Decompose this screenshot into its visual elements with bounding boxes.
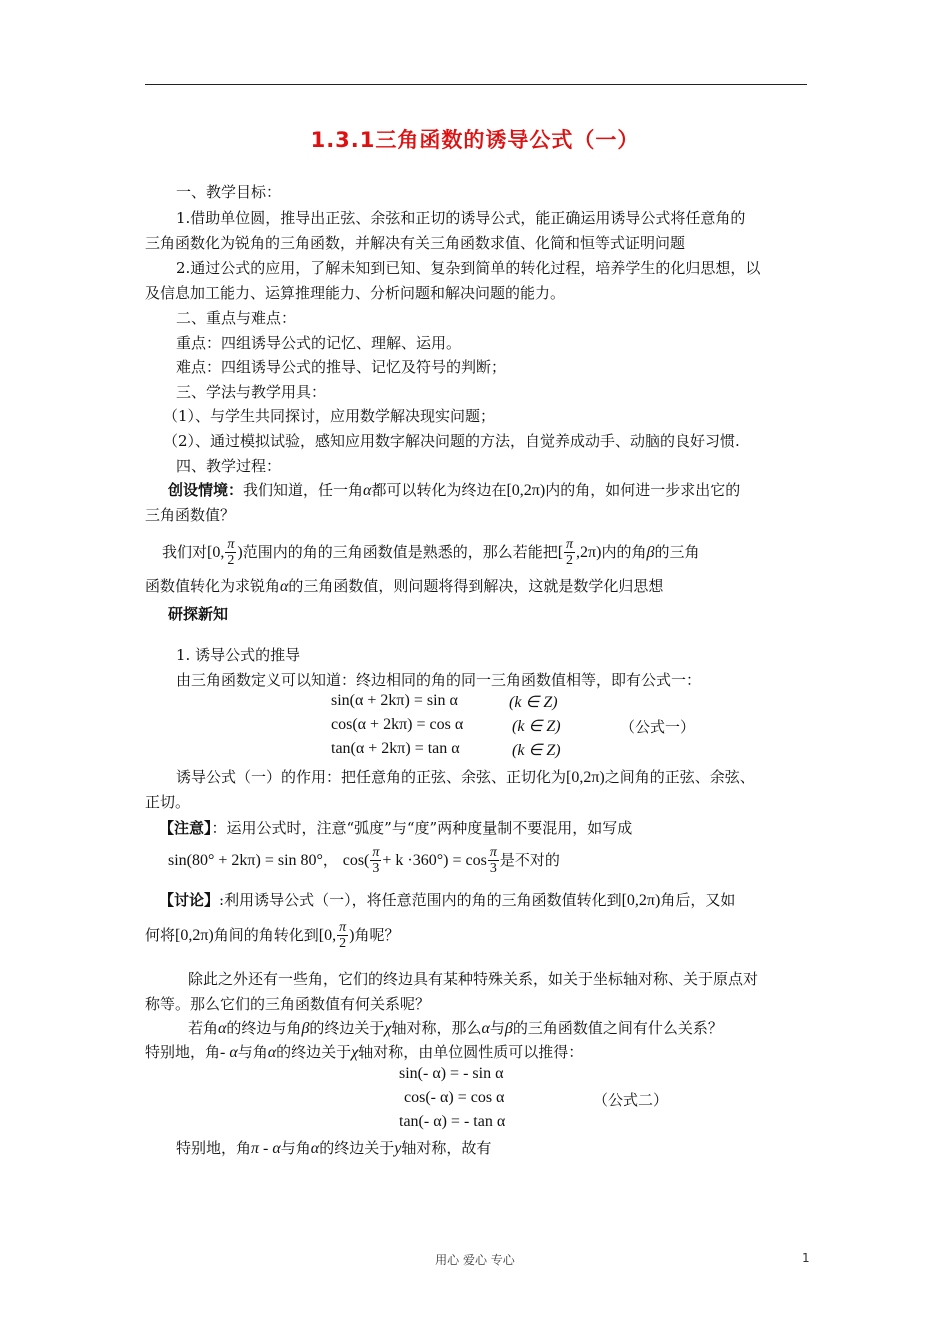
- note-label: 【注意】: [159, 819, 212, 837]
- method-2: （2）、通过模拟试验，感知应用数字解决问题的方法，自觉养成动手、动脑的良好习惯.: [163, 432, 740, 450]
- goal-2-line-1: 2.通过公式的应用，了解未知到已知、复杂到简单的转化过程，培养学生的化归思想，以: [176, 259, 761, 277]
- question-line: 若角α的终边与角β的终边关于χ轴对称，那么α与β的三角函数值之间有什么关系？: [188, 1019, 723, 1037]
- symmetry-paragraph-line-1: 除此之外还有一些角，它们的终边具有某种特殊关系，如关于坐标轴对称、关于原点对: [188, 970, 759, 988]
- header-rule: [145, 84, 807, 85]
- note-line: 【注意】：运用公式时，注意“弧度”与“度”两种度量制不要混用，如写成: [159, 819, 633, 837]
- section-heading-goals: 一、教学目标：: [176, 183, 282, 201]
- formula-1-tan: tan(α + 2kπ) = tan α: [331, 740, 460, 757]
- special-case-line: 特别地，角- α与角α的终边关于χ轴对称，由单位圆性质可以推得：: [145, 1043, 584, 1061]
- page-number: 1: [802, 1251, 810, 1265]
- goal-1-line-1: 1.借助单位圆，推导出正弦、余弦和正切的诱导公式，能正确运用诱导公式将任意角的: [176, 209, 746, 227]
- heading-explore: 研探新知: [168, 605, 229, 623]
- fraction-pi-over-2: $\frac{\pi}{2}$: [566, 537, 574, 568]
- derivation-heading: 1. 诱导公式的推导: [176, 646, 301, 664]
- formula-2-tan: tan(- α) = - tan α: [399, 1113, 506, 1130]
- formula-2-cos: cos(- α) = cos α: [404, 1089, 505, 1106]
- scene-line-1: 创设情境：我们知道，任一角α都可以转化为终边在[0,2π)内的角，如何进一步求出它的: [168, 481, 741, 499]
- formula-1-use-line-1: 诱导公式（一）的作用：把任意角的正弦、余弦、正切化为[0,2π)之间角的正弦、余弦、: [176, 768, 755, 786]
- formula-1-use-line-2: 正切。: [145, 793, 191, 811]
- formula-1-cos: cos(α + 2kπ) = cos α: [331, 716, 464, 733]
- section-heading-process: 四、教学过程：: [176, 457, 282, 475]
- key-point: 重点：四组诱导公式的记忆、理解、运用。: [176, 334, 462, 352]
- fraction-pi-over-3: $\frac{\pi}{3}$: [489, 845, 497, 876]
- scene-line-2: 三角函数值？: [145, 506, 236, 524]
- formula-1-sin: sin(α + 2kπ) = sin α: [331, 692, 458, 709]
- paragraph-reduce-line-1: 我们对[0, $\frac{\pi}{2}$ )范围内的角的三角函数值是熟悉的，那么若能把[ $\frac{\pi}{2}$ ,2π)内的角β的三角: [162, 537, 700, 568]
- note-example: sin(80° + 2kπ) = sin 80°， cos( $\frac{\pi}{3}$ + k ·360°) = cos $\frac{\pi}{3}$ 是不对的: [168, 845, 560, 876]
- formula-1-tag: （公式一）: [620, 718, 696, 736]
- difficult-point: 难点：四组诱导公式的推导、记忆及符号的判断；: [176, 358, 507, 376]
- goal-2-line-2: 及信息加工能力、运算推理能力、分析问题和解决问题的能力。: [145, 284, 566, 302]
- fraction-pi-over-2: $\frac{\pi}{2}$: [339, 920, 347, 951]
- fraction-pi-over-2: $\frac{\pi}{2}$: [227, 537, 235, 568]
- page-title: 1.3.1三角函数的诱导公式（一）: [310, 128, 640, 152]
- derivation-intro: 由三角函数定义可以知道：终边相同的角的同一三角函数值相等，即有公式一：: [176, 671, 702, 689]
- scene-label: 创设情境：: [168, 481, 244, 499]
- goal-1-line-2: 三角函数化为锐角的三角函数，并解决有关三角函数求值、化简和恒等式证明问题: [145, 234, 686, 252]
- formula-1-cond-2: (k ∈ Z): [512, 718, 561, 735]
- last-line: 特别地，角π - α与角α的终边关于y轴对称，故有: [176, 1139, 492, 1157]
- section-heading-keypoints: 二、重点与难点：: [176, 309, 297, 327]
- formula-2-sin: sin(- α) = - sin α: [399, 1065, 504, 1082]
- section-heading-methods: 三、学法与教学用具：: [176, 383, 327, 401]
- formula-2-tag: （公式二）: [593, 1091, 669, 1109]
- paragraph-reduce-line-2: 函数值转化为求锐角α的三角函数值，则问题将得到解决，这就是数学化归思想: [145, 577, 664, 595]
- discussion-line-1: 【讨论】:利用诱导公式（一），将任意范围内的角的三角函数值转化到[0,2π)角后，又如: [159, 891, 736, 909]
- method-1: （1）、与学生共同探讨，应用数学解决现实问题；: [163, 407, 496, 425]
- page-footer: 用心 爱心 专心: [435, 1253, 515, 1267]
- discussion-line-2: 何将[0,2π)角间的角转化到[0, $\frac{\pi}{2}$ )角呢？: [145, 920, 400, 951]
- symmetry-paragraph-line-2: 称等。那么它们的三角函数值有何关系呢？: [145, 995, 431, 1013]
- discussion-label: 【讨论】: [159, 891, 220, 909]
- formula-1-cond-1: (k ∈ Z): [509, 694, 558, 711]
- formula-1-cond-3: (k ∈ Z): [512, 742, 561, 759]
- fraction-pi-over-3: $\frac{\pi}{3}$: [372, 845, 380, 876]
